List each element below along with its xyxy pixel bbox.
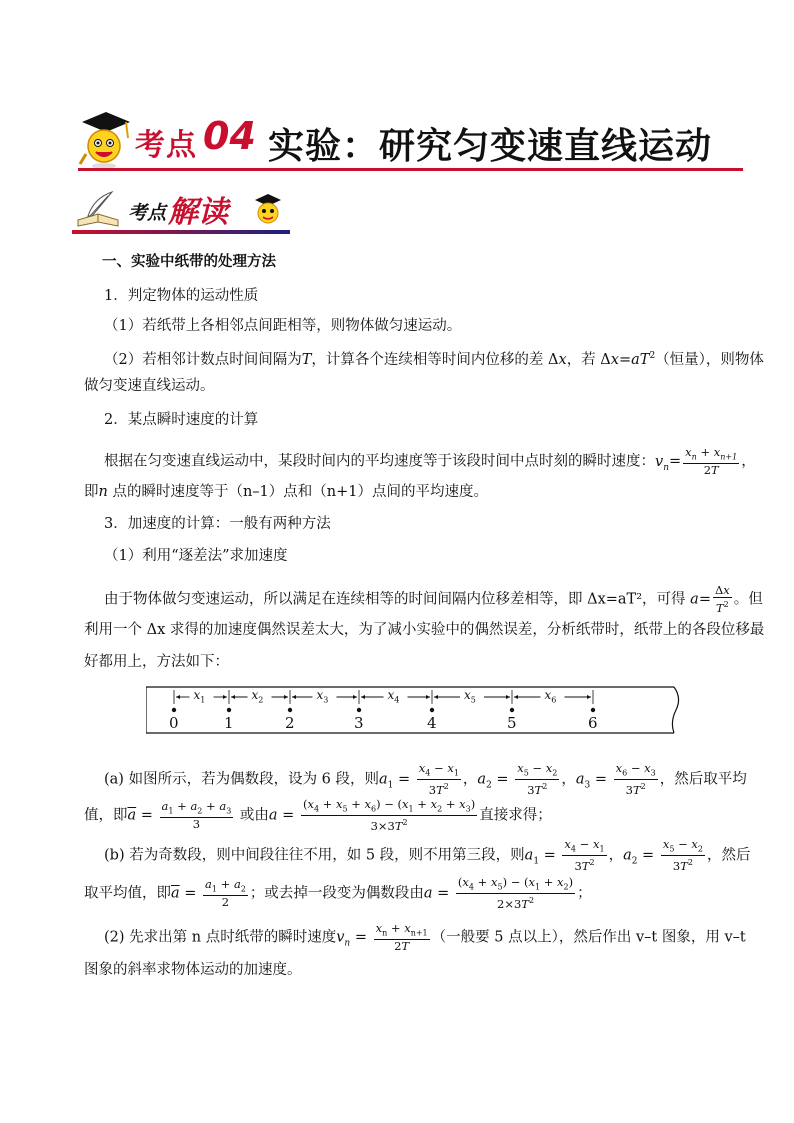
text-run: 即 — [84, 484, 99, 500]
title-mascot-icon — [74, 108, 132, 170]
tape-point-label: 4 — [427, 714, 437, 732]
title-prefix: 考点 — [135, 128, 197, 163]
paragraph-3c: 利用一个 Δx 求得的加速度偶然误差太大，为了减小实验中的偶然误差，分析纸带时，纸带上的各段位移最 — [84, 622, 765, 638]
text-run: x=aT — [610, 351, 650, 368]
text-run: (2) 先求出第 n 点时纸带的瞬时速度 — [104, 929, 337, 946]
paragraph-b1: (b) 若为奇数段，则中间段往往不用，如 5 段，则不用第三段，则$a_1$ = $\frac{x_4 - x_1}{3T^2}$ ，$a_2$ = $\frac{x_5 - x_2}{3T^2}$ ，然后 — [104, 837, 751, 874]
text-run: 直接求得； — [479, 807, 552, 824]
text-run: （恒量），则物体 — [655, 351, 764, 368]
tape-labels — [146, 686, 682, 734]
paragraph-2b — [84, 482, 488, 502]
text-run: 根据在匀变速直线运动中，某段时间内的平均速度等于该段时间中点时刻的瞬时速度： — [104, 453, 655, 470]
text-run: (b) 若为奇数段，则中间段往往不用，如 5 段，则不用第三段，则 — [104, 847, 525, 864]
subheading-1: 1．判定物体的运动性质 — [104, 288, 259, 304]
section-heading: 一、实验中纸带的处理方法 — [102, 253, 276, 270]
text-run: 点的瞬时速度等于（n–1）点和（n+1）点间的平均速度。 — [107, 484, 488, 500]
text-run: (a) 如图所示，若为偶数段，设为 6 段，则 — [104, 771, 380, 788]
quill-book-icon — [74, 190, 126, 230]
text-run: x — [558, 351, 567, 368]
paragraph-1b — [104, 346, 764, 370]
title-underline — [78, 168, 743, 171]
paragraph-3b: 由于物体做匀变速运动，所以满足在连续相等的时间间隔内位移差相等，即 Δx=aT²，可得 a= $\frac{\Delta x}{T^2}$ 。但 — [104, 583, 763, 615]
text-run: （2）若相邻计数点时间间隔为 — [104, 351, 302, 368]
tape-segment-label: $x_1$ — [193, 688, 206, 705]
paragraph-1a: （1）若纸带上各相邻点间距相等，则物体做匀速运动。 — [104, 318, 462, 334]
text-run: 由于物体做匀变速运动，所以满足在连续相等的时间间隔内位移差相等，即 Δx=aT²，可得 — [104, 591, 686, 608]
tape-segment-label: $x_6$ — [544, 688, 557, 705]
text-run: ，然后 — [706, 847, 751, 864]
paragraph-2a: 根据在匀变速直线运动中，某段时间内的平均速度等于该段时间中点时刻的瞬时速度：$v_n=$ $\frac{x_n + x_{n+1}}{2T}$ ， — [104, 445, 756, 478]
text-run: 或由 — [239, 807, 269, 824]
subheading-3: 3．加速度的计算：一般有两种方法 — [104, 516, 331, 532]
tape-point-label: 2 — [285, 714, 295, 732]
text-run: 值，即 — [84, 807, 128, 824]
paragraph-1b-cont: 做匀变速直线运动。 — [84, 378, 215, 394]
tape-point-label: 0 — [169, 714, 179, 732]
text-run: 2 — [649, 351, 656, 361]
tape-segment-label: $x_3$ — [316, 688, 329, 705]
tape-point-label: 3 — [354, 714, 364, 732]
tape-segment-label: $x_5$ — [464, 688, 476, 705]
paragraph-3a: （1）利用“逐差法”求加速度 — [104, 548, 288, 564]
badge-underline — [72, 230, 290, 234]
paragraph-c1: (2) 先求出第 n 点时纸带的瞬时速度$v_n$ = $\frac{x_n + x_{n+1}}{2T}$ （一般要 5 点以上），然后作出 v–t 图象，用 v–t — [104, 921, 746, 954]
tape-segment-label: $x_4$ — [387, 688, 400, 705]
text-run: ，然后取平均 — [659, 771, 747, 788]
subheading-2: 2．某点瞬时速度的计算 — [104, 412, 259, 428]
badge-prefix: 考点 — [128, 202, 167, 224]
paragraph-a2: 值，即$\overline{a}$ = $\frac{a_1 + a_2 + a_3}{3}$ 或由a = $\frac{(x_4 + x_5 + x_6) - (x_1 + x_2 + x_3)}{3\times 3T^2}$ 直接求得； — [84, 797, 552, 834]
paragraph-a1: (a) 如图所示，若为偶数段，设为 6 段，则$a_1$ = $\frac{x_4 - x_1}{3T^2}$ ，$a_2$ = $\frac{x_5 - x_2}{3T^2}$ ，$a_3$ = $\frac{x_6 - x_3}{3T^2}$ ，然后取平均 — [104, 761, 747, 798]
tape-segment-label: $x_2$ — [251, 688, 264, 705]
text-run: ；或去掉一段变为偶数段由 — [249, 885, 424, 902]
paragraph-3d: 好都用上，方法如下： — [84, 654, 229, 670]
text-run: ，若 Δ — [566, 351, 611, 368]
paragraph-c2: 图象的斜率求物体运动的加速度。 — [84, 962, 302, 978]
text-run: 。但 — [733, 591, 763, 608]
text-run: T — [301, 351, 312, 368]
badge-highlight: 解读 — [168, 195, 228, 230]
badge-mascot-icon — [253, 192, 283, 226]
tape-point-label: 5 — [507, 714, 517, 732]
text-run: 取平均值，即 — [84, 885, 171, 902]
text-run: n — [98, 484, 108, 500]
tape-point-label: 6 — [588, 714, 598, 732]
text-run: ； — [577, 885, 592, 902]
paragraph-b2: 取平均值，即$\overline{a}$ = $\frac{a_1 + a_2}{2}$ ；或去掉一段变为偶数段由a = $\frac{(x_4 + x_5) - (x_1 + x_2)}{2\times 3T^2}$ ； — [84, 875, 592, 912]
text-run: ，计算各个连续相等时间内位移的差 Δ — [311, 351, 559, 368]
tape-point-label: 1 — [224, 714, 234, 732]
title-number: 04 — [203, 114, 256, 158]
page-title: 实验：研究匀变速直线运动 — [268, 125, 713, 167]
text-run: （一般要 5 点以上），然后作出 v–t 图象，用 v–t — [431, 929, 746, 946]
